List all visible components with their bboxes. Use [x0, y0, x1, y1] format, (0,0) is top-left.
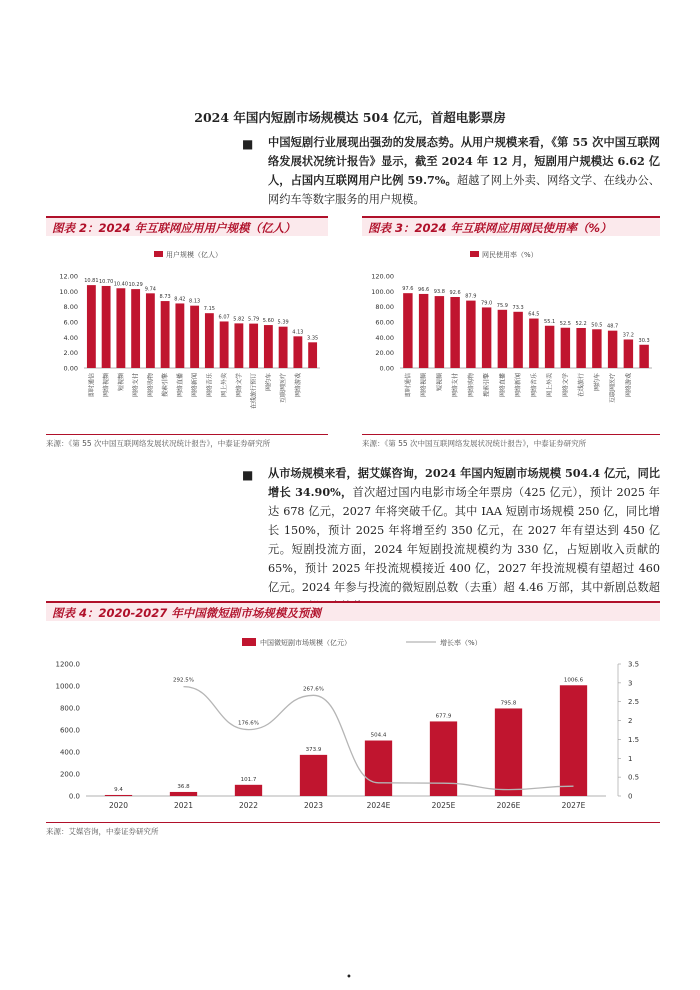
fig4-ytick-right: 0.5: [628, 773, 640, 782]
fig3-category-label: 网络购物: [467, 373, 475, 398]
section-title: 2024 年国内短剧市场规模达 504 亿元，首超电影票房: [194, 110, 506, 125]
fig2-bar: [293, 336, 302, 368]
fig3-bar: [576, 328, 585, 368]
fig3-category-label: 网络支付: [452, 373, 460, 398]
fig2-category-label: 互联网医疗: [280, 373, 288, 404]
fig4-bar-label: 36.8: [177, 783, 190, 790]
fig3-bar: [639, 345, 648, 368]
fig2-ytick: 2.00: [63, 349, 78, 358]
fig3-legend-label: 网民使用率（%）: [482, 251, 538, 259]
fig4-ytick-left: 800.0: [59, 704, 80, 713]
fig2-bar: [190, 306, 199, 368]
fig2-data-label: 8.42: [174, 296, 186, 303]
fig3-data-label: 93.8: [433, 289, 445, 296]
fig4-chart: [46, 626, 660, 820]
fig4-category-label: 2024E: [366, 801, 391, 810]
fig2-category-label: 网上外卖: [221, 373, 229, 398]
fig4-bar: [235, 785, 262, 796]
fig4-bar: [300, 755, 327, 796]
fig3-category-label: 在线旅行: [578, 373, 586, 398]
fig2-category-label: 网络新闻: [191, 373, 199, 398]
fig4-ytick-left: 0.0: [68, 792, 80, 801]
fig3-bar: [450, 297, 459, 368]
fig2-ytick: 0.00: [63, 364, 78, 373]
fig4-bar-label: 1006.6: [563, 677, 584, 684]
fig3-data-label: 52.5: [559, 320, 571, 327]
fig4-ytick-right: 2.5: [628, 698, 640, 707]
fig4-bar-label: 504.4: [370, 732, 387, 739]
page-marker: •: [346, 972, 352, 983]
fig3-category-label: 搜索引擎: [483, 373, 491, 398]
fig4-growth-label: 292.5%: [173, 677, 194, 684]
fig3-category-label: 网络新闻: [515, 373, 523, 398]
para2-text: 首次超过国内电影市场全年票房（425 亿元），预计 2025 年达 678 亿元，2027 年将突破千亿。其中 IAA 短剧市场规模 250 亿，同比增长 150%，预计 2025 年将增至约 350 亿元，在 2027 年有望达到 450 亿元。短剧投流方面，2024 年短剧投流规模约为 330 亿，占短剧收入贡献的 65%，预计 2025 年投流规模接近 400 亿，2027 年投流规模有望超过 460 亿元。2024 年参与投流的微短剧总数（去重）超 4.46 万部，其中新剧总数超: [268, 486, 660, 594]
fig3-category-label: 即时通信: [404, 373, 412, 398]
fig3-bar: [608, 331, 617, 368]
fig3-data-label: 55.1: [544, 318, 556, 325]
fig2-data-label: 3.35: [307, 335, 319, 342]
fig2-data-label: 5.60: [262, 318, 274, 325]
fig3-data-label: 79.0: [481, 300, 493, 307]
fig2-bar: [116, 288, 125, 368]
fig4-bar-label: 677.9: [435, 713, 452, 720]
fig2-data-label: 10.70: [98, 278, 114, 285]
fig4-category-label: 2021: [173, 801, 194, 810]
fig4-ytick-left: 600.0: [59, 726, 80, 735]
fig3-ytick: 100.00: [371, 287, 394, 296]
fig3-category-label: 网约车: [593, 373, 601, 392]
fig4-ytick-right: 3: [628, 679, 633, 688]
fig3-legend-swatch: [470, 251, 479, 257]
fig3-category-label: 互联网医疗: [609, 373, 617, 404]
fig2-category-label: 网络文学: [235, 373, 243, 398]
fig2-category-label: 网络支付: [132, 373, 140, 398]
fig4-ytick-right: 1.5: [628, 735, 640, 744]
fig4-ytick-left: 200.0: [59, 770, 80, 779]
fig2-heading: 图表 2：2024 年互联网应用用户规模（亿人）: [46, 216, 328, 236]
fig3-data-label: 73.3: [512, 304, 524, 311]
fig3-ytick: 20.00: [375, 349, 394, 358]
fig2-category-label: 在线旅行预订: [250, 373, 258, 410]
fig3-ytick: 80.00: [375, 303, 394, 312]
fig2-bar: [146, 293, 155, 368]
fig2-data-label: 8.73: [159, 294, 171, 301]
fig2-bar: [220, 321, 229, 368]
fig2-data-label: 8.13: [189, 298, 201, 305]
fig3-bar: [545, 326, 554, 368]
fig3-bar: [624, 339, 633, 368]
fig2-chart: [46, 240, 328, 430]
fig2-category-label: 网约车: [265, 373, 273, 392]
fig4-category-label: 2026E: [496, 801, 521, 810]
fig4-bar: [430, 721, 457, 796]
fig4-bar-label: 373.9: [305, 746, 322, 753]
fig3-data-label: 52.2: [575, 320, 587, 327]
fig3-bar: [435, 296, 444, 368]
fig3-bar: [529, 319, 538, 368]
fig2-category-label: 网络购物: [147, 373, 155, 398]
fig3-data-label: 75.9: [496, 302, 508, 309]
fig3-bar: [466, 301, 475, 368]
fig2-data-label: 10.29: [128, 282, 143, 289]
fig2-category-label: 短视频: [117, 373, 125, 392]
fig3-bar: [498, 310, 507, 368]
fig4-ytick-right: 0: [628, 792, 633, 801]
fig3-data-label: 97.6: [402, 286, 414, 293]
fig4-bar: [105, 795, 132, 796]
fig2-data-label: 5.39: [277, 319, 289, 326]
fig2-ytick: 10.00: [59, 287, 78, 296]
fig4-heading: 图表 4：2020-2027 年中国微短剧市场规模及预测: [46, 601, 660, 621]
fig2-category-label: 即时通信: [88, 373, 96, 398]
bullet-marker: ■: [242, 468, 254, 482]
fig4-bar: [495, 708, 522, 796]
fig2-category-label: 网络音乐: [206, 373, 214, 398]
fig2-legend-swatch: [154, 251, 163, 257]
para1-text: 超越了网上外卖、网络文学、在线办公、网约车等数字服务的用户规模。: [268, 174, 660, 206]
fig2-category-label: 搜索引擎: [162, 373, 170, 398]
fig2-data-label: 5.79: [248, 316, 260, 323]
fig3-bar: [403, 293, 412, 368]
fig4-legend-swatch-bar: [242, 638, 256, 646]
fig2-data-label: 10.81: [84, 278, 99, 285]
fig2-category-label: 网络视频: [103, 373, 111, 398]
fig4-legend-bar-label: 中国微短剧市场规模（亿元）: [260, 639, 351, 647]
fig3-data-label: 30.3: [638, 337, 650, 344]
fig3-data-label: 50.5: [591, 322, 603, 329]
fig2-data-label: 10.40: [113, 281, 129, 288]
fig4-ytick-right: 3.5: [628, 660, 640, 669]
fig2-data-label: 6.07: [218, 314, 230, 321]
fig4-ytick-left: 400.0: [59, 748, 80, 757]
fig4-bar: [170, 792, 197, 796]
fig3-category-label: 短视频: [436, 373, 444, 392]
fig3-ytick: 60.00: [375, 318, 394, 327]
fig2-source: 来源：《第 55 次中国互联网络发展状况统计报告》，中泰证券研究所: [46, 439, 271, 448]
fig2-data-label: 7.15: [203, 306, 215, 313]
fig2-bar: [102, 286, 111, 368]
fig3-ytick: 0.00: [379, 364, 394, 373]
fig2-data-label: 5.82: [233, 316, 245, 323]
fig4-bar: [560, 685, 587, 796]
para2-bold: 从市场规模来看，据艾媒咨询，2024 年国内短剧市场规模 504.4 亿元，同比增长 34.90%，: [268, 466, 660, 499]
fig2-category-label: 网络直播: [176, 373, 184, 398]
fig4-ytick-right: 1: [628, 754, 633, 763]
fig3-category-label: 网络音乐: [530, 373, 538, 398]
fig4-bar-label: 101.7: [240, 776, 257, 783]
fig4-ytick-left: 1000.0: [55, 682, 80, 691]
fig2-bar: [234, 323, 243, 368]
fig2-rule: [46, 434, 328, 435]
fig4-category-label: 2022: [238, 801, 259, 810]
fig3-heading: 图表 3：2024 年互联网应用网民使用率（%）: [362, 216, 660, 236]
fig3-data-label: 48.7: [607, 323, 619, 330]
fig4-ytick-right: 2: [628, 717, 633, 726]
fig4-category-label: 2027E: [561, 801, 586, 810]
fig3-rule: [362, 434, 660, 435]
fig3-category-label: 网络直播: [499, 373, 507, 398]
bullet-marker: ■: [242, 137, 254, 151]
fig3-data-label: 96.6: [418, 286, 430, 293]
fig4-growth-label: 267.6%: [303, 686, 324, 693]
fig4-ytick-left: 1200.0: [55, 660, 80, 669]
fig3-bar: [419, 294, 428, 368]
fig3-category-label: 网络游戏: [625, 373, 633, 398]
fig2-bar: [249, 324, 258, 368]
fig2-ytick: 6.00: [63, 318, 78, 327]
fig3-data-label: 87.9: [465, 293, 477, 300]
fig2-ytick: 8.00: [63, 303, 78, 312]
fig4-legend-line-label: 增长率（%）: [440, 639, 482, 647]
fig2-category-label: 网络游戏: [294, 373, 302, 398]
fig4-bar-label: 795.8: [500, 700, 517, 707]
fig4-bar-label: 9.4: [114, 786, 123, 793]
fig3-chart: [362, 240, 660, 430]
paragraph-market-scale: [268, 464, 660, 616]
fig3-bar: [561, 328, 570, 368]
fig2-bar: [131, 289, 140, 368]
fig4-category-label: 2020: [108, 801, 129, 810]
fig2-bar: [161, 301, 170, 368]
fig3-category-label: 网络文学: [562, 373, 570, 398]
fig2-ytick: 4.00: [63, 333, 78, 342]
fig3-bar: [592, 329, 601, 368]
fig3-data-label: 92.6: [449, 290, 461, 297]
fig4-growth-label: 176.6%: [238, 720, 259, 727]
fig2-bar: [205, 313, 214, 368]
fig4-category-label: 2025E: [431, 801, 456, 810]
fig2-bar: [87, 285, 96, 368]
fig3-source: 来源：《第 55 次中国互联网络发展状况统计报告》，中泰证券研究所: [362, 439, 587, 448]
paragraph-user-scale: [268, 133, 660, 209]
fig2-data-label: 9.74: [144, 286, 156, 293]
fig2-bar: [264, 325, 273, 368]
fig3-bar: [482, 307, 491, 368]
fig3-bar: [513, 312, 522, 368]
fig2-bar: [308, 342, 317, 368]
fig4-rule: [46, 822, 660, 823]
fig3-category-label: 网上外卖: [546, 373, 554, 398]
fig4-category-label: 2023: [303, 801, 324, 810]
fig4-bar: [365, 741, 392, 796]
fig3-category-label: 网络视频: [420, 373, 428, 398]
fig3-ytick: 40.00: [375, 333, 394, 342]
fig2-legend-label: 用户规模（亿人）: [166, 251, 222, 259]
fig2-bar: [279, 327, 288, 368]
fig4-source: 来源：艾媒咨询，中泰证券研究所: [46, 827, 159, 836]
fig2-bar: [175, 303, 184, 368]
para1-bold: 中国短剧行业展现出强劲的发展态势。从用户规模来看，《第 55 次中国互联网络发展状况统计报告》显示，截至 2024 年 12 月，短剧用户规模达 6.62 亿人，占国内互联网用户比例 59.7%。: [268, 135, 660, 187]
fig2-ytick: 12.00: [59, 272, 78, 281]
fig3-data-label: 64.5: [528, 311, 540, 318]
fig3-ytick: 120.00: [371, 272, 394, 281]
fig3-data-label: 37.2: [622, 332, 634, 339]
fig2-data-label: 4.13: [292, 329, 304, 336]
